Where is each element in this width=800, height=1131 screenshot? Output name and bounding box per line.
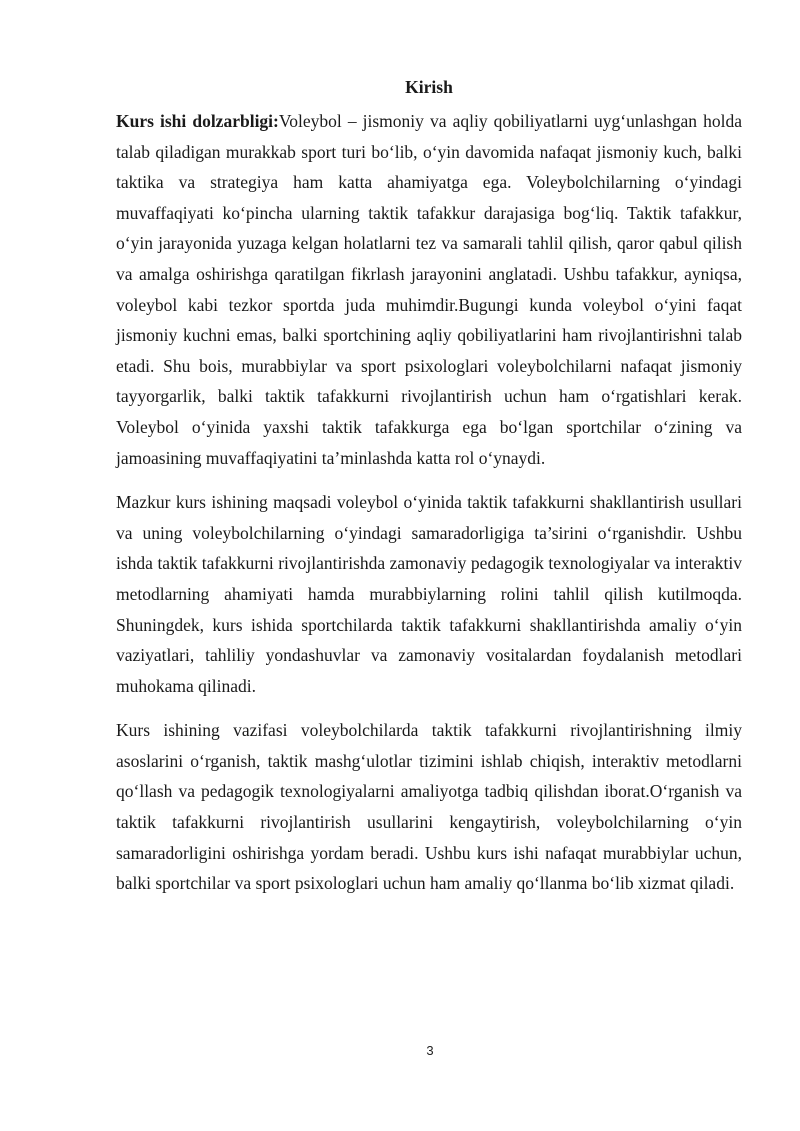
paragraph-text: Voleybol – jismoniy va aqliy qobiliyatlarni uyg‘unlashgan holda talab qiladigan murakkab sport turi bo‘lib, o‘yin davomida nafaqat jismoniy kuch, balki taktika va strategiya ham katta ahamiyatga ega. Voleybolchilarning o‘yindagi muvaffaqiyati ko‘pincha ularning taktik tafakkur darajasiga bog‘liq. Taktik tafakkur, o‘yin jarayonida yuzaga kelgan holatlarni tez va samarali tahlil qilish, qaror qabul qilish va amalga oshirishga qaratilgan fikrlash jarayonini anglatadi. Ushbu tafakkur, ayniqsa, voleybol kabi tezkor sportda juda muhimdir.Bugungi kunda voleybol o‘yini faqat jismoniy kuchni emas, balki sportchining aqliy qobiliyatlarini ham rivojlantirishni talab etadi. Shu bois, murabbiylar va sport psixologlari voleybolchilarni nafaqat jismoniy tayyorgarlik, balki taktik tafakkurni rivojlantirish uchun ham o‘rgatishlari kerak. Voleybol o‘yinida yaxshi taktik tafakkurga ega bo‘lgan sportchilar o‘zining va jamoasining muvaffaqiyatini ta’minlashda katta rol o‘ynaydi.	[116, 111, 742, 468]
paragraph-relevance	[116, 106, 742, 473]
section-title: Kirish	[405, 77, 453, 97]
paragraph-lead: Kurs ishi dolzarbligi:	[116, 111, 279, 131]
page-content	[116, 72, 742, 913]
paragraph-goal: Mazkur kurs ishining maqsadi voleybol o‘yinida taktik tafakkurni shakllantirish usullari va uning voleybolchilarning o‘yindagi samaradorligiga ta’sirini o‘rganishdir. Ushbu ishda taktik tafakkurni rivojlantirishda zamonaviy pedagogik texnologiyalar va interaktiv metodlarning ahamiyati hamda murabbiylarning rolini tahlil qilish kutilmoqda. Shuningdek, kurs ishida sportchilarda taktik tafakkurni shakllantirishda amaliy o‘yin vaziyatlari, tahliliy yondashuvlar va zamonaviy vositalardan foydalanish metodlari muhokama qilinadi.	[116, 492, 742, 696]
paragraph-tasks: Kurs ishining vazifasi voleybolchilarda taktik tafakkurni rivojlantirishning ilmiy asoslarini o‘rganish, taktik mashg‘ulotlar tizimini ishlab chiqish, interaktiv metodlarni qo‘llash va pedagogik texnologiyalarni amaliyotga tadbiq qilishdan iborat.O‘rganish va taktik tafakkurni rivojlantirish usullarini kengaytirish, voleybolchilarning o‘yin samaradorligini oshirishga yordam beradi. Ushbu kurs ishi nafaqat murabbiylar uchun, balki sportchilar va sport psixologlari uchun ham amaliy qo‘llanma bo‘lib xizmat qiladi.	[116, 720, 742, 894]
page-number: 3	[426, 1043, 434, 1058]
